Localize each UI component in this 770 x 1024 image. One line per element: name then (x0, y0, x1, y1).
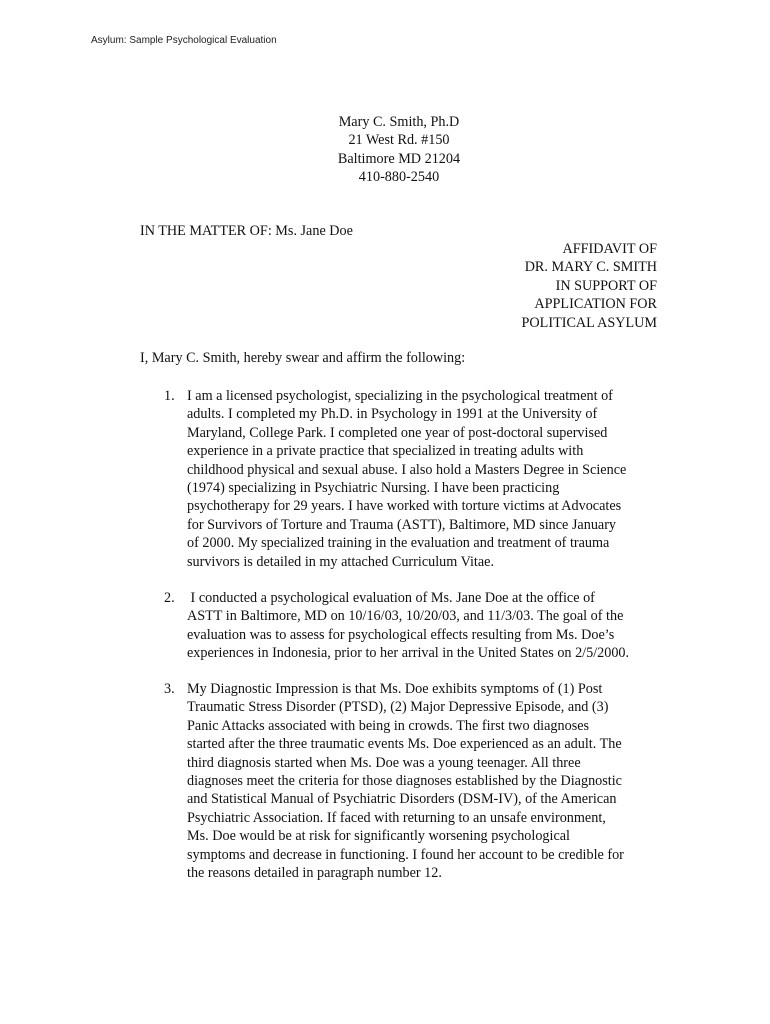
paragraph-line: ASTT in Baltimore, MD on 10/16/03, 10/20/03, and 11/3/03. The goal of the (187, 608, 624, 625)
paragraph-text (187, 387, 667, 571)
affidavit-title-line: IN SUPPORT OF (555, 277, 657, 294)
paragraph-line: Traumatic Stress Disorder (PTSD), (2) Major Depressive Episode, and (3) (187, 699, 609, 716)
paragraph-line: (1974) specializing in Psychiatric Nursing. I have been practicing (187, 480, 560, 497)
author-phone: 410-880-2540 (358, 169, 440, 186)
affidavit-title-line: POLITICAL ASYLUM (521, 314, 657, 331)
paragraph-line: started after the three traumatic events Ms. Doe experienced as an adult. The (187, 736, 622, 753)
oath-statement: I, Mary C. Smith, hereby swear and affirm the following: (140, 350, 466, 366)
paragraph-line: Maryland, College Park. I completed one year of post-doctoral supervised (187, 424, 608, 441)
affidavit-title-line: DR. MARY C. SMITH (524, 259, 657, 276)
paragraph-line: I conducted a psychological evaluation of Ms. Jane Doe at the office of (187, 590, 595, 606)
author-city: Baltimore MD 21204 (337, 150, 461, 167)
paragraph-line: symptoms and decrease in functioning. I found her account to be credible for (187, 846, 624, 863)
paragraph-line: adults. I completed my Ph.D. in Psychology in 1991 at the University of (187, 406, 598, 423)
paragraph-text (187, 589, 667, 663)
paragraph-line: experiences in Indonesia, prior to her arrival in the United States on 2/5/2000. (187, 645, 630, 662)
paragraph-line: childhood physical and sexual abuse. I also hold a Masters Degree in Science (187, 461, 627, 478)
affidavit-title (522, 240, 657, 332)
paragraph-line: experience in a private practice that specialized in treating adults with (187, 443, 584, 460)
paragraph-line: psychotherapy for 29 years. I have worked with torture victims at Advocates (187, 498, 622, 515)
paragraph-line: Panic Attacks associated with being in crowds. The first two diagnoses (187, 717, 590, 734)
paragraph-line: evaluation was to assess for psychological effects resulting from Ms. Doe’s (187, 626, 615, 643)
running-header: Asylum: Sample Psychological Evaluation (91, 35, 277, 46)
paragraph-line: and Statistical Manual of Psychiatric Disorders (DSM-IV), of the American (187, 791, 617, 808)
paragraph-line: Psychiatric Association. If faced with returning to an unsafe environment, (187, 809, 606, 826)
paragraph-line: survivors is detailed in my attached Curriculum Vitae. (187, 553, 494, 570)
paragraph-line: the reasons detailed in paragraph number 12. (187, 865, 442, 882)
paragraph-number: 3. (164, 681, 175, 697)
paragraph-line: of 2000. My specialized training in the evaluation and treatment of trauma (187, 535, 610, 552)
affidavit-title-line: APPLICATION FOR (534, 296, 657, 313)
letterhead (0, 113, 770, 187)
paragraph-line: third diagnosis started when Ms. Doe was a young teenager. All three (187, 754, 581, 771)
paragraph-number: 1. (164, 388, 175, 404)
paragraph-line: diagnoses meet the criteria for those diagnoses established by the Diagnostic (187, 773, 622, 790)
author-street: 21 West Rd. #150 (348, 132, 450, 149)
affidavit-title-line: AFFIDAVIT OF (562, 241, 657, 257)
matter-line: IN THE MATTER OF: Ms. Jane Doe (140, 223, 353, 239)
paragraph-line: My Diagnostic Impression is that Ms. Doe exhibits symptoms of (1) Post (187, 681, 603, 697)
paragraph-number: 2. (164, 590, 175, 606)
paragraph-line: Ms. Doe would be at risk for significantly worsening psychological (187, 828, 570, 845)
paragraph-text (187, 680, 667, 882)
paragraph-line: I am a licensed psychologist, specializing in the psychological treatment of (187, 388, 613, 404)
paragraph-line: for Survivors of Torture and Trauma (ASTT), Baltimore, MD since January (187, 516, 617, 533)
author-name: Mary C. Smith, Ph.D (338, 114, 460, 130)
